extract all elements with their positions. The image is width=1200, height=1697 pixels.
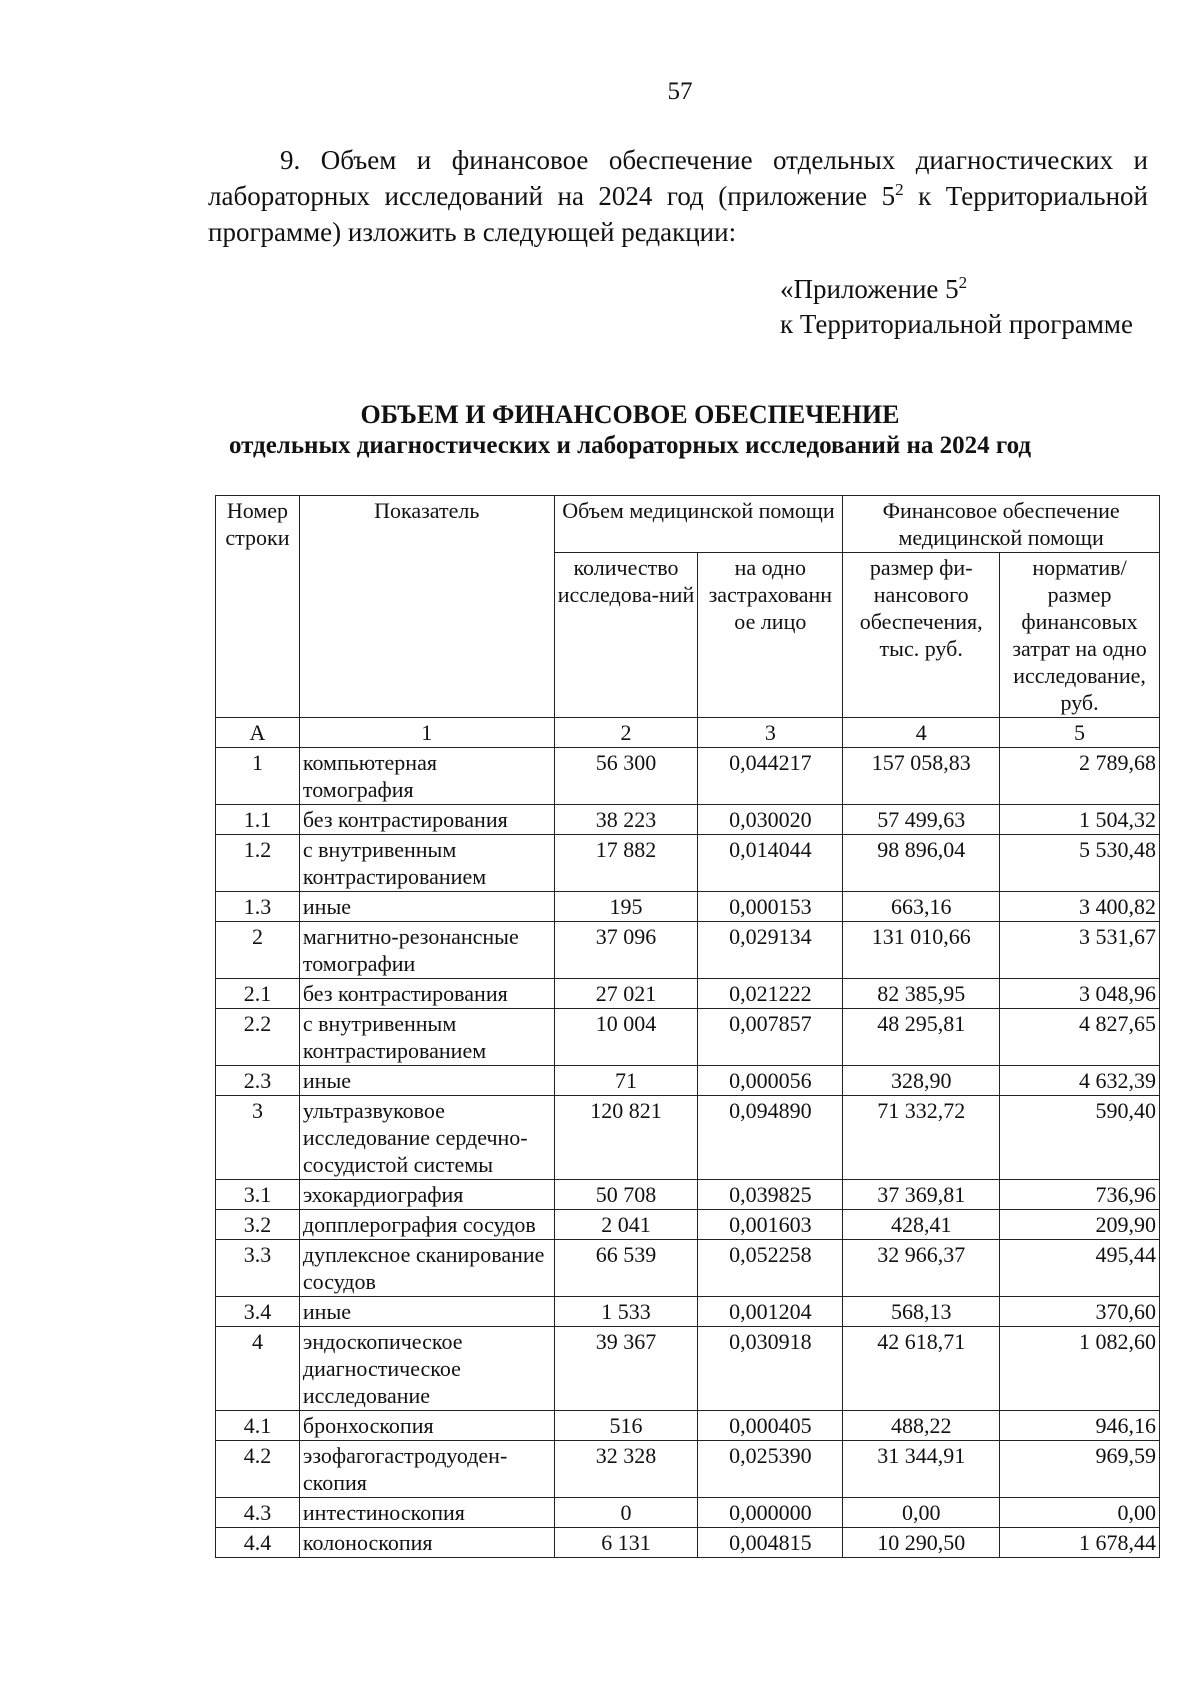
document-subtitle: отдельных диагностических и лабораторных исследований на 2024 год <box>228 432 1032 459</box>
data-table <box>215 495 1160 1558</box>
count-cell: 37 096 <box>554 922 698 979</box>
per-insured-cell: 0,004815 <box>698 1528 843 1558</box>
amount-cell: 48 295,81 <box>843 1009 1000 1066</box>
indicator-cell: иные <box>299 1066 554 1096</box>
row-number-cell: 4 <box>216 1327 300 1411</box>
intro-superscript: 2 <box>895 180 904 199</box>
column-number: А <box>216 718 300 748</box>
per-insured-cell: 0,007857 <box>698 1009 843 1066</box>
column-number: 5 <box>1000 718 1160 748</box>
indicator-cell: магнитно-резонансные томографии <box>299 922 554 979</box>
indicator-cell: эндоскопическое диагностическое исследование <box>299 1327 554 1411</box>
header-per-insured: на одно застрахованн ое лицо <box>698 553 843 718</box>
header-amount: размер фи-нансового обеспечения, тыс. руб. <box>843 553 1000 718</box>
row-number-cell: 3 <box>216 1096 300 1180</box>
count-cell: 0 <box>554 1498 698 1528</box>
row-number-cell: 3.4 <box>216 1297 300 1327</box>
norm-cell: 3 400,82 <box>1000 892 1160 922</box>
table-row <box>216 1180 1160 1210</box>
row-number-cell: 4.4 <box>216 1528 300 1558</box>
amount-cell: 157 058,83 <box>843 748 1000 805</box>
document-title: ОБЪЕМ И ФИНАНСОВОЕ ОБЕСПЕЧЕНИЕ <box>360 400 900 429</box>
column-number: 4 <box>843 718 1000 748</box>
row-number-cell: 2.1 <box>216 979 300 1009</box>
count-cell: 2 041 <box>554 1210 698 1240</box>
table-row <box>216 1210 1160 1240</box>
indicator-cell: бронхоскопия <box>299 1411 554 1441</box>
amount-cell: 31 344,91 <box>843 1441 1000 1498</box>
count-cell: 50 708 <box>554 1180 698 1210</box>
table-row <box>216 1441 1160 1498</box>
table-row <box>216 1066 1160 1096</box>
indicator-cell: без контрастирования <box>299 979 554 1009</box>
amount-cell: 71 332,72 <box>843 1096 1000 1180</box>
norm-cell: 370,60 <box>1000 1297 1160 1327</box>
row-number-cell: 1.1 <box>216 805 300 835</box>
table-row <box>216 805 1160 835</box>
norm-cell: 3 531,67 <box>1000 922 1160 979</box>
indicator-cell: иные <box>299 892 554 922</box>
count-cell: 120 821 <box>554 1096 698 1180</box>
per-insured-cell: 0,014044 <box>698 835 843 892</box>
row-number-cell: 2.3 <box>216 1066 300 1096</box>
norm-cell: 590,40 <box>1000 1096 1160 1180</box>
amount-cell: 82 385,95 <box>843 979 1000 1009</box>
per-insured-cell: 0,000405 <box>698 1411 843 1441</box>
amount-cell: 428,41 <box>843 1210 1000 1240</box>
per-insured-cell: 0,029134 <box>698 922 843 979</box>
table-row <box>216 1498 1160 1528</box>
per-insured-cell: 0,030918 <box>698 1327 843 1411</box>
table-row <box>216 1096 1160 1180</box>
norm-cell: 495,44 <box>1000 1240 1160 1297</box>
amount-cell: 10 290,50 <box>843 1528 1000 1558</box>
amount-cell: 663,16 <box>843 892 1000 922</box>
indicator-cell: с внутривенным контрастированием <box>299 1009 554 1066</box>
appendix-label: «Приложение 5 <box>780 274 959 304</box>
table-body <box>216 748 1160 1558</box>
table-row <box>216 1327 1160 1411</box>
header-volume-group: Объем медицинской помощи <box>554 496 843 553</box>
norm-cell: 5 530,48 <box>1000 835 1160 892</box>
table-row <box>216 835 1160 892</box>
amount-cell: 37 369,81 <box>843 1180 1000 1210</box>
table-row <box>216 979 1160 1009</box>
amount-cell: 488,22 <box>843 1411 1000 1441</box>
table-row <box>216 748 1160 805</box>
count-cell: 10 004 <box>554 1009 698 1066</box>
count-cell: 6 131 <box>554 1528 698 1558</box>
indicator-cell: интестиноскопия <box>299 1498 554 1528</box>
per-insured-cell: 0,044217 <box>698 748 843 805</box>
appendix-line-2: к Территориальной программе <box>780 309 1133 339</box>
amount-cell: 0,00 <box>843 1498 1000 1528</box>
per-insured-cell: 0,000153 <box>698 892 843 922</box>
appendix-line-1 <box>780 272 1133 307</box>
row-number-cell: 1.3 <box>216 892 300 922</box>
count-cell: 66 539 <box>554 1240 698 1297</box>
row-number-cell: 3.3 <box>216 1240 300 1297</box>
amount-cell: 131 010,66 <box>843 922 1000 979</box>
page-number: 57 <box>667 78 693 105</box>
column-numbers-row <box>216 718 1160 748</box>
norm-cell: 2 789,68 <box>1000 748 1160 805</box>
indicator-cell: иные <box>299 1297 554 1327</box>
norm-cell: 4 827,65 <box>1000 1009 1160 1066</box>
per-insured-cell: 0,025390 <box>698 1441 843 1498</box>
intro-text-start: 9. Объем и финансовое обеспечение отдельных диагностических и лабораторных исследований на 2024 год (приложение 5 <box>208 145 1148 211</box>
norm-cell: 1 678,44 <box>1000 1528 1160 1558</box>
row-number-cell: 4.3 <box>216 1498 300 1528</box>
row-number-cell: 4.2 <box>216 1441 300 1498</box>
count-cell: 71 <box>554 1066 698 1096</box>
column-number: 2 <box>554 718 698 748</box>
per-insured-cell: 0,039825 <box>698 1180 843 1210</box>
norm-cell: 1 082,60 <box>1000 1327 1160 1411</box>
indicator-cell: эзофагогастродуоден-скопия <box>299 1441 554 1498</box>
count-cell: 1 533 <box>554 1297 698 1327</box>
per-insured-cell: 0,001603 <box>698 1210 843 1240</box>
indicator-cell: допплерография сосудов <box>299 1210 554 1240</box>
header-count: количество исследова-ний <box>554 553 698 718</box>
norm-cell: 736,96 <box>1000 1180 1160 1210</box>
amount-cell: 328,90 <box>843 1066 1000 1096</box>
table-row <box>216 1240 1160 1297</box>
header-row-number: Номер строки <box>216 496 300 718</box>
count-cell: 17 882 <box>554 835 698 892</box>
row-number-cell: 3.2 <box>216 1210 300 1240</box>
indicator-cell: дуплексное сканирование сосудов <box>299 1240 554 1297</box>
header-indicator: Показатель <box>299 496 554 718</box>
table-header <box>216 496 1160 748</box>
count-cell: 38 223 <box>554 805 698 835</box>
indicator-cell: компьютерная томография <box>299 748 554 805</box>
amount-cell: 568,13 <box>843 1297 1000 1327</box>
indicator-cell: с внутривенным контрастированием <box>299 835 554 892</box>
indicator-cell: ультразвуковое исследование сердечно-сосудистой системы <box>299 1096 554 1180</box>
per-insured-cell: 0,094890 <box>698 1096 843 1180</box>
amount-cell: 42 618,71 <box>843 1327 1000 1411</box>
amount-cell: 98 896,04 <box>843 835 1000 892</box>
row-number-cell: 1 <box>216 748 300 805</box>
header-finance-group: Финансовое обеспечение медицинской помощи <box>843 496 1160 553</box>
per-insured-cell: 0,052258 <box>698 1240 843 1297</box>
appendix-reference <box>780 272 1133 342</box>
table-row <box>216 922 1160 979</box>
norm-cell: 3 048,96 <box>1000 979 1160 1009</box>
norm-cell: 1 504,32 <box>1000 805 1160 835</box>
table-row <box>216 892 1160 922</box>
table-row <box>216 1009 1160 1066</box>
header-norm: норматив/ размер финансовых затрат на одно исследование, руб. <box>1000 553 1160 718</box>
norm-cell: 4 632,39 <box>1000 1066 1160 1096</box>
count-cell: 195 <box>554 892 698 922</box>
table-row <box>216 1411 1160 1441</box>
count-cell: 39 367 <box>554 1327 698 1411</box>
count-cell: 32 328 <box>554 1441 698 1498</box>
column-number: 1 <box>299 718 554 748</box>
intro-text-end: к Территориальной программе) изложить в следующей редакции: <box>208 181 1148 247</box>
norm-cell: 969,59 <box>1000 1441 1160 1498</box>
indicator-cell: эхокардиография <box>299 1180 554 1210</box>
norm-cell: 209,90 <box>1000 1210 1160 1240</box>
amount-cell: 57 499,63 <box>843 805 1000 835</box>
per-insured-cell: 0,000000 <box>698 1498 843 1528</box>
per-insured-cell: 0,030020 <box>698 805 843 835</box>
row-number-cell: 3.1 <box>216 1180 300 1210</box>
count-cell: 27 021 <box>554 979 698 1009</box>
intro-paragraph <box>208 142 1148 250</box>
per-insured-cell: 0,001204 <box>698 1297 843 1327</box>
row-number-cell: 4.1 <box>216 1411 300 1441</box>
column-number: 3 <box>698 718 843 748</box>
amount-cell: 32 966,37 <box>843 1240 1000 1297</box>
table-row <box>216 1297 1160 1327</box>
per-insured-cell: 0,021222 <box>698 979 843 1009</box>
count-cell: 56 300 <box>554 748 698 805</box>
row-number-cell: 2.2 <box>216 1009 300 1066</box>
indicator-cell: без контрастирования <box>299 805 554 835</box>
row-number-cell: 1.2 <box>216 835 300 892</box>
table-row <box>216 1528 1160 1558</box>
norm-cell: 946,16 <box>1000 1411 1160 1441</box>
norm-cell: 0,00 <box>1000 1498 1160 1528</box>
count-cell: 516 <box>554 1411 698 1441</box>
indicator-cell: колоноскопия <box>299 1528 554 1558</box>
appendix-superscript: 2 <box>958 273 968 292</box>
per-insured-cell: 0,000056 <box>698 1066 843 1096</box>
row-number-cell: 2 <box>216 922 300 979</box>
